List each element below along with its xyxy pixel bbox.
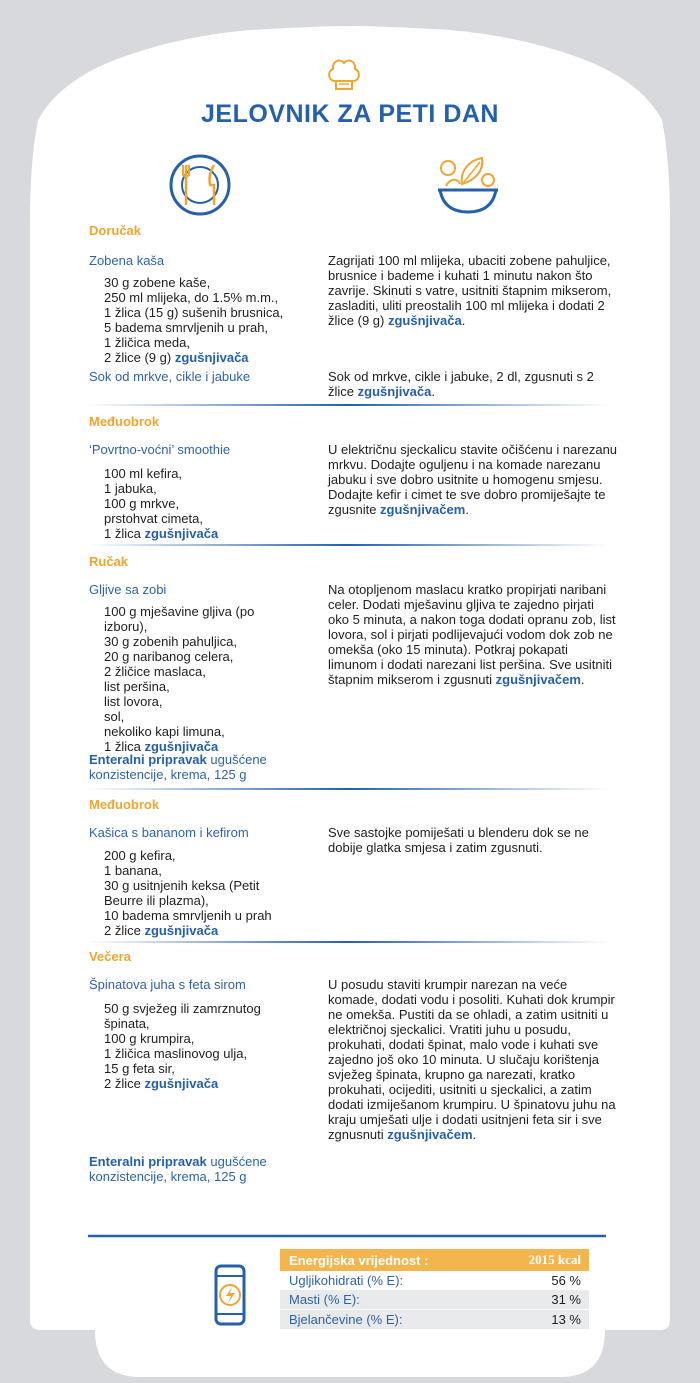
section-divider bbox=[88, 544, 608, 546]
section-heading-snack-1: Međuobrok bbox=[89, 414, 160, 429]
instructions-juice: Sok od mrkve, cikle i jabuke, 2 dl, zgusnuti s 2 žlice zgušnjivača. bbox=[328, 369, 594, 399]
section-heading-lunch: Ručak bbox=[89, 554, 129, 569]
meal-name-juice: Sok od mrkve, cikle i jabuke bbox=[89, 369, 251, 384]
plate-cutlery-icon bbox=[168, 153, 232, 217]
instructions-oat-porridge: Zagrijati 100 ml mlijeka, ubaciti zobene pahuljice, brusnice i bademe i kuhati 1 minutu nakon što zavrije. Skinuti s vatre, usitniti štapnim mikserom, zasladiti, uliti preostalih 100 ml mlijeka i dodati 2 žlice (9 g) zgušnjivača. bbox=[328, 253, 612, 328]
meal-name-spinach-soup: Špinatova juha s feta sirom bbox=[89, 977, 246, 992]
nutrition-row: Bjelančevine (% E): 13 % bbox=[280, 1309, 589, 1329]
nutrition-row: Masti (% E): 31 % bbox=[280, 1290, 589, 1309]
enteral-note-dinner: Enteralni pripravak ugušćene konzistencije, krema, 125 g bbox=[89, 1154, 267, 1184]
nutrition-row: Ugljikohidrati (% E): 56 % bbox=[280, 1271, 589, 1290]
energy-label: Energijska vrijednost : bbox=[289, 1252, 429, 1268]
section-divider bbox=[88, 941, 608, 943]
chef-hat-icon bbox=[325, 55, 363, 95]
enteral-note-lunch: Enteralni pripravak ugušćene konzistencije, krema, 125 g bbox=[89, 752, 267, 782]
section-divider bbox=[88, 788, 608, 790]
energy-drink-icon bbox=[210, 1262, 250, 1328]
page-title: JELOVNIK ZA PETI DAN bbox=[201, 100, 499, 128]
meal-name-mushrooms: Gljive sa zobi bbox=[89, 582, 167, 597]
ingredients-mushrooms: 100 g mješavine gljiva (po izboru), 30 g zobenih pahuljica, 20 g naribanog celera, 2 žličice maslaca, list peršina, list lovora, sol, nekoliko kapi limuna, 1 žlica zgušnjivača bbox=[104, 604, 255, 754]
ingredients-banana-kefir: 200 g kefira, 1 banana, 30 g usitnjenih keksa (Petit Beurre ili plazma), 10 badema smrvljenih u prah 2 žlice zgušnjivača bbox=[104, 848, 272, 938]
ingredients-smoothie: 100 ml kefira, 1 jabuka, 100 g mrkve, prstohvat cimeta, 1 žlica zgušnjivača bbox=[104, 466, 219, 541]
section-heading-snack-2: Međuobrok bbox=[89, 797, 160, 812]
meal-name-smoothie: ‘Povrtno-voćni’ smoothie bbox=[89, 442, 231, 457]
energy-value: 2015 kcal bbox=[528, 1252, 581, 1267]
section-heading-breakfast: Doručak bbox=[89, 223, 142, 238]
instructions-mushrooms: Na otopljenom maslacu kratko propirjati naribani celer. Dodati mješavinu gljiva te zajedno pirjati oko 5 minuta, a nakon toga dodati opranu zob, list lovora, sol i pirjati podlijevajući vodom dok zob ne omekša (oko 15 minuta). Potkraj pokapati limunom i dodati narezani list peršina. Sve usitniti štapnim mikserom i zgusnuti zgušnjivačem. bbox=[328, 582, 616, 687]
instructions-spinach-soup: U posudu staviti krumpir narezan na veće komade, dodati vodu i posoliti. Kuhati dok krumpir ne omekša. Pustiti da se ohladi, a zatim usitniti u električnoj sjeckalici. Vratiti juhu u posudu, prokuhati, dodati špinat, malo vode i kuhati sve zajedno još oko 10 minuta. U slučaju korištenja svježeg špinata, krupno ga narezati, kratko prokuhati, ocijediti, usitniti u sjeckalici, a zatim dodati izmiješanom krumpiru. U špinatovu juhu na kraju umješati ulje i dodati usitnjeni feta sir i sve zgnusnuti zgušnjivačem. bbox=[328, 977, 616, 1142]
meal-name-oat-porridge: Zobena kaša bbox=[89, 253, 165, 268]
ingredients-oat-porridge: 30 g zobene kaše, 250 ml mlijeka, do 1.5% m.m., 1 žlica (15 g) sušenih brusnica, 5 badema smrvljenih u prah, 1 žličica meda, 2 žlice (9 g) zgušnjivača bbox=[104, 275, 284, 365]
instructions-smoothie: U električnu sjeckalicu stavite očišćenu i narezanu mrkvu. Dodajte oguljenu i na komade narezanu jabuku i sve dobro usitnite u homogenu smjesu. Dodajte kefir i cimet te sve dobro promiješajte te zgusnite zgušnjivačem. bbox=[328, 442, 618, 517]
ingredients-spinach-soup: 50 g svježeg ili zamrznutog špinata, 100 g krumpira, 1 žličica maslinovog ulja, 15 g feta sir, 2 žlice zgušnjivača bbox=[104, 1001, 261, 1091]
instructions-banana-kefir: Sve sastojke pomiješati u blenderu dok se ne dobije glatka smjesa i zatim zgusnuti. bbox=[328, 825, 589, 855]
salad-bowl-icon bbox=[434, 150, 502, 218]
section-divider bbox=[88, 404, 608, 406]
section-heading-dinner: Večera bbox=[89, 949, 131, 964]
nutrition-header bbox=[280, 1249, 589, 1271]
nutrition-table bbox=[280, 1249, 589, 1329]
meal-name-banana-kefir: Kašica s bananom i kefirom bbox=[89, 825, 249, 840]
